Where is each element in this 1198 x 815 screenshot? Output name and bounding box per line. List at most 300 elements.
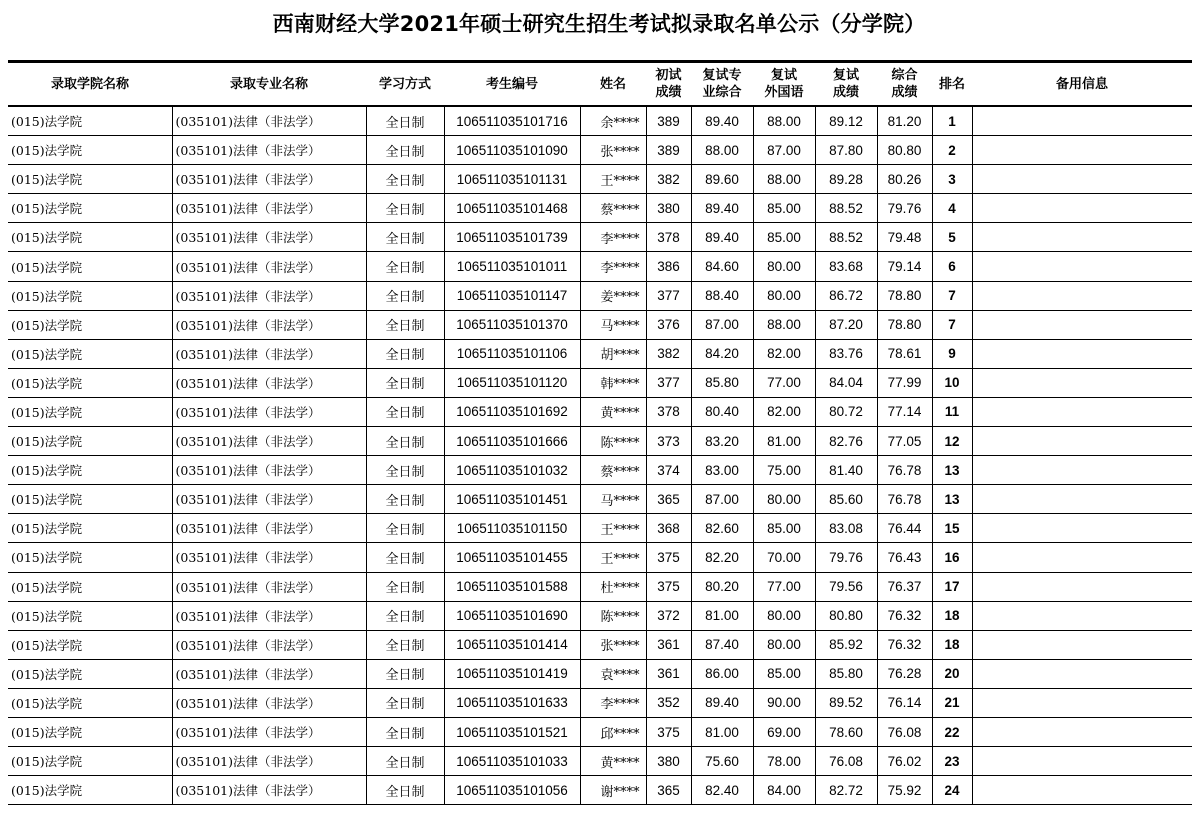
cell-retest-foreign: 85.00 <box>753 194 815 223</box>
cell-study-mode: 全日制 <box>366 776 444 805</box>
cell-college: (015)法学院 <box>8 397 172 426</box>
cell-retest-major: 87.40 <box>691 630 753 659</box>
cell-college: (015)法学院 <box>8 659 172 688</box>
table-row <box>8 339 1192 368</box>
cell-major: (035101)法律（非法学） <box>172 717 366 746</box>
cell-composite: 76.32 <box>877 630 932 659</box>
table-row <box>8 572 1192 601</box>
col-header-composite: 综合 成绩 <box>877 63 932 106</box>
cell-exam-id: 106511035101455 <box>444 543 580 572</box>
cell-name: 张**** <box>580 136 646 165</box>
cell-name: 韩**** <box>580 368 646 397</box>
cell-retest-major: 83.00 <box>691 456 753 485</box>
col-header-study-mode: 学习方式 <box>366 63 444 106</box>
cell-name: 杜**** <box>580 572 646 601</box>
table-row <box>8 223 1192 252</box>
cell-exam-id: 106511035101011 <box>444 252 580 281</box>
cell-retest-score: 83.08 <box>815 514 877 543</box>
cell-composite: 78.80 <box>877 310 932 339</box>
table-row <box>8 630 1192 659</box>
cell-initial-score: 378 <box>646 223 691 252</box>
cell-name: 王**** <box>580 543 646 572</box>
cell-composite: 78.80 <box>877 281 932 310</box>
cell-rank: 7 <box>932 281 972 310</box>
cell-composite: 76.78 <box>877 456 932 485</box>
cell-initial-score: 380 <box>646 194 691 223</box>
cell-exam-id: 106511035101716 <box>444 106 580 136</box>
cell-college: (015)法学院 <box>8 368 172 397</box>
cell-retest-major: 87.00 <box>691 310 753 339</box>
cell-remarks <box>972 514 1192 543</box>
cell-exam-id: 106511035101106 <box>444 339 580 368</box>
cell-rank: 22 <box>932 717 972 746</box>
cell-initial-score: 376 <box>646 310 691 339</box>
cell-composite: 80.26 <box>877 165 932 194</box>
cell-initial-score: 373 <box>646 427 691 456</box>
table-row <box>8 514 1192 543</box>
cell-initial-score: 374 <box>646 456 691 485</box>
cell-retest-major: 89.40 <box>691 194 753 223</box>
cell-retest-foreign: 85.00 <box>753 659 815 688</box>
table-row <box>8 397 1192 426</box>
cell-major: (035101)法律（非法学） <box>172 252 366 281</box>
table-row <box>8 747 1192 776</box>
cell-composite: 76.32 <box>877 601 932 630</box>
cell-exam-id: 106511035101033 <box>444 747 580 776</box>
cell-retest-major: 86.00 <box>691 659 753 688</box>
cell-name: 蔡**** <box>580 456 646 485</box>
cell-initial-score: 386 <box>646 252 691 281</box>
cell-initial-score: 378 <box>646 397 691 426</box>
cell-study-mode: 全日制 <box>366 688 444 717</box>
cell-college: (015)法学院 <box>8 223 172 252</box>
cell-study-mode: 全日制 <box>366 136 444 165</box>
cell-retest-score: 87.80 <box>815 136 877 165</box>
cell-remarks <box>972 572 1192 601</box>
cell-retest-score: 80.80 <box>815 601 877 630</box>
cell-retest-foreign: 81.00 <box>753 427 815 456</box>
cell-name: 蔡**** <box>580 194 646 223</box>
cell-retest-major: 84.20 <box>691 339 753 368</box>
table-row <box>8 456 1192 485</box>
table-row <box>8 485 1192 514</box>
cell-remarks <box>972 688 1192 717</box>
table-row <box>8 776 1192 805</box>
cell-name: 张**** <box>580 630 646 659</box>
cell-exam-id: 106511035101451 <box>444 485 580 514</box>
cell-retest-foreign: 82.00 <box>753 339 815 368</box>
cell-retest-foreign: 80.00 <box>753 485 815 514</box>
cell-name: 马**** <box>580 310 646 339</box>
cell-retest-score: 89.52 <box>815 688 877 717</box>
cell-exam-id: 106511035101147 <box>444 281 580 310</box>
table-row <box>8 688 1192 717</box>
cell-retest-major: 80.20 <box>691 572 753 601</box>
table-row <box>8 194 1192 223</box>
cell-retest-major: 84.60 <box>691 252 753 281</box>
cell-remarks <box>972 194 1192 223</box>
cell-major: (035101)法律（非法学） <box>172 688 366 717</box>
cell-retest-score: 88.52 <box>815 223 877 252</box>
cell-retest-major: 80.40 <box>691 397 753 426</box>
cell-major: (035101)法律（非法学） <box>172 630 366 659</box>
col-header-college: 录取学院名称 <box>8 63 172 106</box>
cell-retest-score: 84.04 <box>815 368 877 397</box>
cell-retest-score: 89.28 <box>815 165 877 194</box>
cell-remarks <box>972 630 1192 659</box>
cell-composite: 76.14 <box>877 688 932 717</box>
cell-name: 陈**** <box>580 601 646 630</box>
cell-retest-score: 89.12 <box>815 106 877 136</box>
cell-retest-foreign: 69.00 <box>753 717 815 746</box>
cell-retest-foreign: 85.00 <box>753 514 815 543</box>
col-header-retest-major: 复试专 业综合 <box>691 63 753 106</box>
cell-rank: 16 <box>932 543 972 572</box>
cell-retest-major: 81.00 <box>691 717 753 746</box>
cell-initial-score: 361 <box>646 659 691 688</box>
cell-exam-id: 106511035101690 <box>444 601 580 630</box>
table-row <box>8 601 1192 630</box>
cell-college: (015)法学院 <box>8 747 172 776</box>
table-row <box>8 543 1192 572</box>
cell-college: (015)法学院 <box>8 165 172 194</box>
cell-composite: 79.14 <box>877 252 932 281</box>
cell-retest-major: 87.00 <box>691 485 753 514</box>
cell-study-mode: 全日制 <box>366 659 444 688</box>
cell-name: 李**** <box>580 223 646 252</box>
cell-retest-foreign: 88.00 <box>753 310 815 339</box>
cell-retest-major: 85.80 <box>691 368 753 397</box>
cell-rank: 15 <box>932 514 972 543</box>
cell-composite: 76.28 <box>877 659 932 688</box>
cell-retest-score: 80.72 <box>815 397 877 426</box>
cell-exam-id: 106511035101056 <box>444 776 580 805</box>
cell-retest-foreign: 80.00 <box>753 252 815 281</box>
table-row <box>8 659 1192 688</box>
cell-composite: 77.99 <box>877 368 932 397</box>
cell-initial-score: 365 <box>646 776 691 805</box>
cell-study-mode: 全日制 <box>366 106 444 136</box>
cell-major: (035101)法律（非法学） <box>172 572 366 601</box>
cell-college: (015)法学院 <box>8 252 172 281</box>
cell-composite: 77.14 <box>877 397 932 426</box>
cell-initial-score: 375 <box>646 572 691 601</box>
cell-college: (015)法学院 <box>8 572 172 601</box>
col-header-initial-score: 初试 成绩 <box>646 63 691 106</box>
cell-major: (035101)法律（非法学） <box>172 427 366 456</box>
cell-composite: 78.61 <box>877 339 932 368</box>
cell-retest-score: 81.40 <box>815 456 877 485</box>
cell-college: (015)法学院 <box>8 485 172 514</box>
cell-rank: 17 <box>932 572 972 601</box>
cell-college: (015)法学院 <box>8 310 172 339</box>
table-row <box>8 368 1192 397</box>
cell-retest-foreign: 84.00 <box>753 776 815 805</box>
table-row <box>8 106 1192 136</box>
cell-retest-score: 83.76 <box>815 339 877 368</box>
table-row <box>8 136 1192 165</box>
cell-study-mode: 全日制 <box>366 223 444 252</box>
cell-major: (035101)法律（非法学） <box>172 223 366 252</box>
cell-retest-major: 89.60 <box>691 165 753 194</box>
cell-study-mode: 全日制 <box>366 194 444 223</box>
cell-remarks <box>972 223 1192 252</box>
cell-rank: 24 <box>932 776 972 805</box>
cell-exam-id: 106511035101588 <box>444 572 580 601</box>
cell-major: (035101)法律（非法学） <box>172 485 366 514</box>
cell-rank: 5 <box>932 223 972 252</box>
cell-initial-score: 372 <box>646 601 691 630</box>
cell-exam-id: 106511035101120 <box>444 368 580 397</box>
cell-study-mode: 全日制 <box>366 717 444 746</box>
table-row <box>8 717 1192 746</box>
cell-study-mode: 全日制 <box>366 252 444 281</box>
cell-rank: 18 <box>932 630 972 659</box>
cell-retest-foreign: 88.00 <box>753 106 815 136</box>
cell-major: (035101)法律（非法学） <box>172 136 366 165</box>
cell-study-mode: 全日制 <box>366 427 444 456</box>
cell-name: 马**** <box>580 485 646 514</box>
cell-exam-id: 106511035101131 <box>444 165 580 194</box>
cell-rank: 4 <box>932 194 972 223</box>
cell-rank: 9 <box>932 339 972 368</box>
cell-initial-score: 352 <box>646 688 691 717</box>
cell-retest-score: 85.92 <box>815 630 877 659</box>
col-header-retest-foreign: 复试 外国语 <box>753 63 815 106</box>
cell-study-mode: 全日制 <box>366 601 444 630</box>
cell-study-mode: 全日制 <box>366 397 444 426</box>
cell-college: (015)法学院 <box>8 106 172 136</box>
cell-college: (015)法学院 <box>8 776 172 805</box>
col-header-name: 姓名 <box>580 63 646 106</box>
cell-study-mode: 全日制 <box>366 543 444 572</box>
cell-remarks <box>972 397 1192 426</box>
table-row <box>8 165 1192 194</box>
cell-initial-score: 368 <box>646 514 691 543</box>
cell-retest-foreign: 88.00 <box>753 165 815 194</box>
cell-initial-score: 389 <box>646 136 691 165</box>
cell-retest-score: 86.72 <box>815 281 877 310</box>
cell-retest-major: 81.00 <box>691 601 753 630</box>
cell-exam-id: 106511035101521 <box>444 717 580 746</box>
cell-major: (035101)法律（非法学） <box>172 310 366 339</box>
cell-remarks <box>972 165 1192 194</box>
cell-composite: 76.37 <box>877 572 932 601</box>
cell-study-mode: 全日制 <box>366 310 444 339</box>
cell-major: (035101)法律（非法学） <box>172 194 366 223</box>
cell-study-mode: 全日制 <box>366 281 444 310</box>
cell-retest-foreign: 70.00 <box>753 543 815 572</box>
cell-initial-score: 380 <box>646 747 691 776</box>
cell-initial-score: 365 <box>646 485 691 514</box>
cell-initial-score: 377 <box>646 368 691 397</box>
cell-composite: 76.08 <box>877 717 932 746</box>
cell-composite: 76.44 <box>877 514 932 543</box>
col-header-major: 录取专业名称 <box>172 63 366 106</box>
cell-study-mode: 全日制 <box>366 456 444 485</box>
cell-major: (035101)法律（非法学） <box>172 456 366 485</box>
cell-college: (015)法学院 <box>8 688 172 717</box>
cell-retest-major: 89.40 <box>691 106 753 136</box>
cell-college: (015)法学院 <box>8 456 172 485</box>
cell-retest-major: 89.40 <box>691 223 753 252</box>
cell-study-mode: 全日制 <box>366 630 444 659</box>
cell-retest-score: 78.60 <box>815 717 877 746</box>
cell-retest-foreign: 77.00 <box>753 572 815 601</box>
cell-rank: 13 <box>932 456 972 485</box>
cell-name: 余**** <box>580 106 646 136</box>
cell-name: 黄**** <box>580 397 646 426</box>
cell-retest-foreign: 87.00 <box>753 136 815 165</box>
cell-name: 王**** <box>580 165 646 194</box>
cell-rank: 7 <box>932 310 972 339</box>
cell-remarks <box>972 427 1192 456</box>
cell-name: 王**** <box>580 514 646 543</box>
cell-study-mode: 全日制 <box>366 165 444 194</box>
table-header-row <box>8 63 1192 106</box>
col-header-remarks: 备用信息 <box>972 63 1192 106</box>
cell-retest-foreign: 77.00 <box>753 368 815 397</box>
cell-name: 邱**** <box>580 717 646 746</box>
cell-name: 谢**** <box>580 776 646 805</box>
cell-college: (015)法学院 <box>8 630 172 659</box>
cell-retest-major: 82.40 <box>691 776 753 805</box>
cell-college: (015)法学院 <box>8 543 172 572</box>
cell-remarks <box>972 659 1192 688</box>
cell-college: (015)法学院 <box>8 281 172 310</box>
cell-initial-score: 382 <box>646 339 691 368</box>
cell-college: (015)法学院 <box>8 136 172 165</box>
cell-exam-id: 106511035101666 <box>444 427 580 456</box>
table-row <box>8 281 1192 310</box>
cell-study-mode: 全日制 <box>366 485 444 514</box>
cell-remarks <box>972 776 1192 805</box>
cell-major: (035101)法律（非法学） <box>172 368 366 397</box>
cell-rank: 21 <box>932 688 972 717</box>
cell-retest-foreign: 80.00 <box>753 281 815 310</box>
cell-initial-score: 389 <box>646 106 691 136</box>
cell-initial-score: 361 <box>646 630 691 659</box>
cell-remarks <box>972 281 1192 310</box>
col-header-rank: 排名 <box>932 63 972 106</box>
cell-major: (035101)法律（非法学） <box>172 281 366 310</box>
cell-initial-score: 382 <box>646 165 691 194</box>
cell-major: (035101)法律（非法学） <box>172 514 366 543</box>
cell-college: (015)法学院 <box>8 427 172 456</box>
cell-retest-score: 82.76 <box>815 427 877 456</box>
cell-study-mode: 全日制 <box>366 514 444 543</box>
table-body <box>8 106 1192 805</box>
cell-retest-major: 88.00 <box>691 136 753 165</box>
col-header-retest-score: 复试 成绩 <box>815 63 877 106</box>
cell-initial-score: 377 <box>646 281 691 310</box>
cell-college: (015)法学院 <box>8 717 172 746</box>
cell-composite: 80.80 <box>877 136 932 165</box>
cell-major: (035101)法律（非法学） <box>172 339 366 368</box>
page-title: 西南财经大学2021年硕士研究生招生考试拟录取名单公示（分学院） <box>272 12 926 36</box>
table-row <box>8 252 1192 281</box>
cell-remarks <box>972 717 1192 746</box>
cell-name: 李**** <box>580 252 646 281</box>
cell-study-mode: 全日制 <box>366 747 444 776</box>
cell-name: 黄**** <box>580 747 646 776</box>
cell-composite: 81.20 <box>877 106 932 136</box>
cell-retest-major: 82.20 <box>691 543 753 572</box>
cell-exam-id: 106511035101739 <box>444 223 580 252</box>
cell-retest-score: 82.72 <box>815 776 877 805</box>
cell-retest-score: 83.68 <box>815 252 877 281</box>
cell-exam-id: 106511035101468 <box>444 194 580 223</box>
cell-retest-major: 83.20 <box>691 427 753 456</box>
cell-retest-score: 76.08 <box>815 747 877 776</box>
cell-retest-score: 79.56 <box>815 572 877 601</box>
cell-remarks <box>972 136 1192 165</box>
cell-composite: 79.76 <box>877 194 932 223</box>
cell-study-mode: 全日制 <box>366 368 444 397</box>
cell-rank: 6 <box>932 252 972 281</box>
cell-rank: 11 <box>932 397 972 426</box>
cell-rank: 20 <box>932 659 972 688</box>
cell-major: (035101)法律（非法学） <box>172 659 366 688</box>
cell-exam-id: 106511035101633 <box>444 688 580 717</box>
cell-rank: 10 <box>932 368 972 397</box>
cell-major: (035101)法律（非法学） <box>172 601 366 630</box>
cell-remarks <box>972 252 1192 281</box>
cell-major: (035101)法律（非法学） <box>172 106 366 136</box>
cell-rank: 23 <box>932 747 972 776</box>
cell-exam-id: 106511035101032 <box>444 456 580 485</box>
cell-composite: 79.48 <box>877 223 932 252</box>
cell-retest-score: 79.76 <box>815 543 877 572</box>
admission-table <box>8 63 1192 805</box>
cell-composite: 77.05 <box>877 427 932 456</box>
cell-college: (015)法学院 <box>8 339 172 368</box>
cell-rank: 3 <box>932 165 972 194</box>
cell-name: 袁**** <box>580 659 646 688</box>
cell-retest-foreign: 75.00 <box>753 456 815 485</box>
cell-remarks <box>972 601 1192 630</box>
cell-retest-score: 88.52 <box>815 194 877 223</box>
cell-remarks <box>972 310 1192 339</box>
cell-college: (015)法学院 <box>8 601 172 630</box>
cell-exam-id: 106511035101419 <box>444 659 580 688</box>
cell-initial-score: 375 <box>646 543 691 572</box>
cell-exam-id: 106511035101370 <box>444 310 580 339</box>
cell-retest-score: 85.60 <box>815 485 877 514</box>
cell-retest-major: 89.40 <box>691 688 753 717</box>
cell-retest-score: 87.20 <box>815 310 877 339</box>
cell-retest-foreign: 90.00 <box>753 688 815 717</box>
cell-composite: 76.02 <box>877 747 932 776</box>
cell-name: 陈**** <box>580 427 646 456</box>
cell-retest-foreign: 78.00 <box>753 747 815 776</box>
cell-major: (035101)法律（非法学） <box>172 747 366 776</box>
table-row <box>8 427 1192 456</box>
cell-college: (015)法学院 <box>8 194 172 223</box>
cell-remarks <box>972 456 1192 485</box>
cell-exam-id: 106511035101414 <box>444 630 580 659</box>
cell-retest-foreign: 80.00 <box>753 601 815 630</box>
cell-rank: 2 <box>932 136 972 165</box>
cell-exam-id: 106511035101090 <box>444 136 580 165</box>
col-header-exam-id: 考生编号 <box>444 63 580 106</box>
cell-retest-foreign: 85.00 <box>753 223 815 252</box>
cell-remarks <box>972 543 1192 572</box>
cell-remarks <box>972 485 1192 514</box>
cell-retest-major: 75.60 <box>691 747 753 776</box>
cell-retest-major: 88.40 <box>691 281 753 310</box>
cell-remarks <box>972 106 1192 136</box>
